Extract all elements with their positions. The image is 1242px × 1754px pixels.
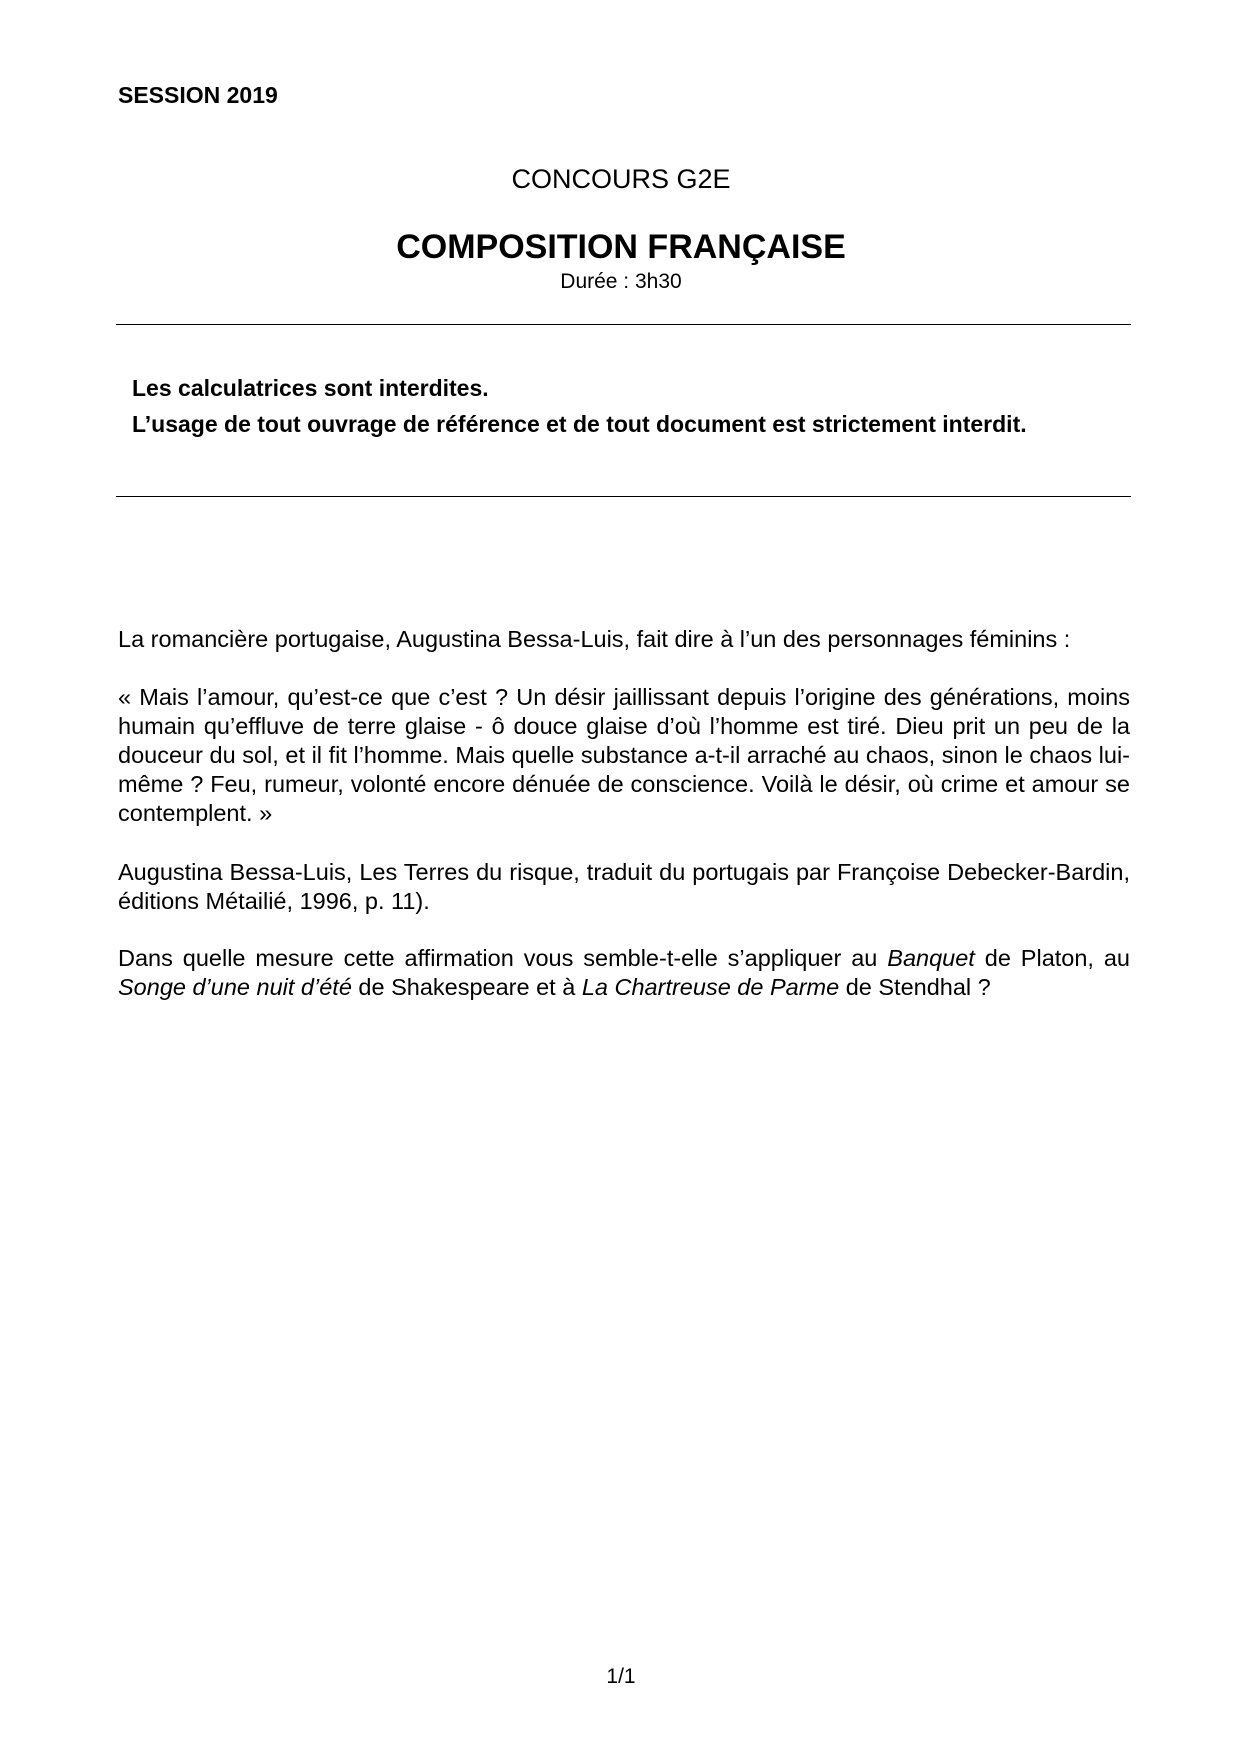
work-title-chartreuse: La Chartreuse de Parme	[581, 974, 840, 1000]
bottom-divider	[116, 496, 1131, 497]
question-text: de Stendhal ?	[839, 974, 991, 1000]
subject-quote: « Mais l’amour, qu’est-ce que c’est ? Un désir jaillissant depuis l’origine des générations, moins humain qu’effluve de terre glaise - ô douce glaise d’où l’homme est tiré. Dieu prit un peu de la douceur du sol, et il fit l’homme. Mais quelle substance a-t-il arraché au chaos, sinon le chaos lui-même ? Feu, rumeur, volonté encore dénuée de conscience. Voilà le désir, où crime et amour se contemplent. »	[118, 684, 1130, 826]
question-text: Dans quelle mesure cette affirmation vous semble-t-elle s’appliquer au	[118, 945, 888, 971]
exam-name: CONCOURS G2E	[511, 164, 731, 194]
exam-rules	[132, 370, 1027, 442]
page-number: 1/1	[606, 1665, 636, 1688]
top-divider	[116, 324, 1131, 325]
exam-duration: Durée : 3h30	[560, 270, 682, 293]
question-text: de Shakespeare et à	[351, 974, 582, 1000]
session-label: SESSION 2019	[118, 82, 278, 108]
calculator-rule: Les calculatrices sont interdites.	[132, 375, 489, 401]
work-title-songe: Songe d’une nuit d’été	[118, 974, 352, 1000]
essay-question	[118, 944, 1130, 1002]
quote-reference: Augustina Bessa-Luis, Les Terres du risque, traduit du portugais par Françoise Debecker-Bardin, éditions Métailié, 1996, p. 11).	[118, 859, 1130, 914]
question-text: de Platon, au	[974, 945, 1131, 971]
page-title: COMPOSITION FRANÇAISE	[396, 228, 846, 266]
documents-rule: L’usage de tout ouvrage de référence et de tout document est strictement interdit.	[132, 411, 1027, 437]
subject-intro: La romancière portugaise, Augustina Bessa-Luis, fait dire à l’un des personnages féminins :	[118, 626, 1071, 652]
work-title-banquet: Banquet	[887, 945, 975, 971]
